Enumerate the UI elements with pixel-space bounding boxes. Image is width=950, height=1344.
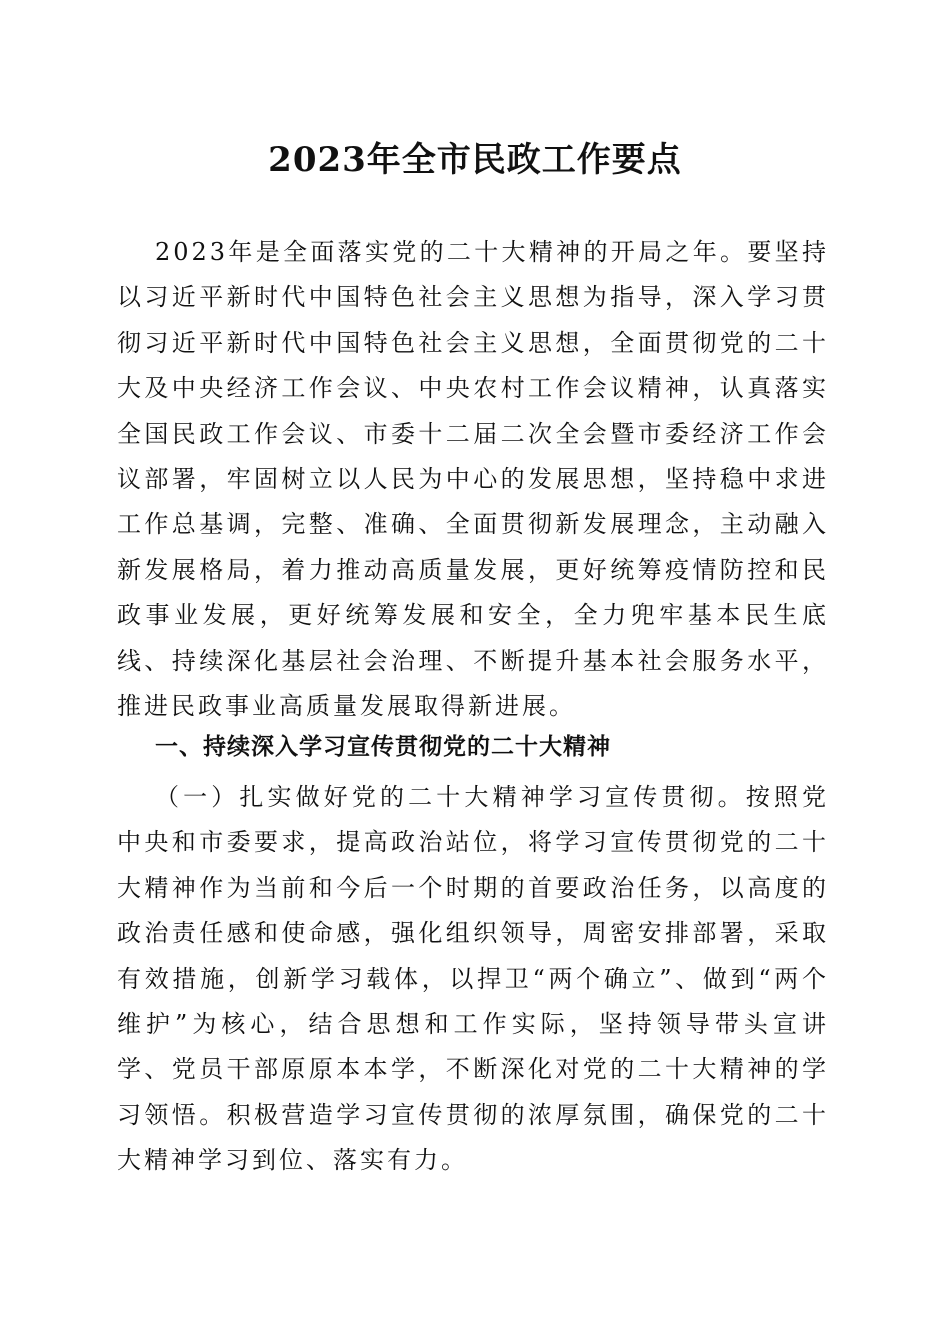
section-heading-1: 一、持续深入学习宣传贯彻党的二十大精神 [155,734,611,760]
intro-paragraph: 2023年是全面落实党的二十大精神的开局之年。要坚持以习近平新时代中国特色社会主义思想为指导，深入学习贯彻习近平新时代中国特色社会主义思想，全面贯彻党的二十大及中央经济工作会议、中央农村工作会议精神，认真落实全国民政工作会议、市委十二届二次全会暨市委经济工作会议部署，牢固树立以人民为中心的发展思想，坚持稳中求进工作总基调，完整、准确、全面贯彻新发展理念，主动融入新发展格局，着力推动高质量发展，更好统筹疫情防控和民政事业发展，更好统筹发展和安全，全力兜牢基本民生底线、持续深化基层社会治理、不断提升基本社会服务水平，推进民政事业高质量发展取得新进展。 [117,238,829,721]
document-title: 2023年全市民政工作要点 [268,140,682,180]
section-1-paragraph-1: （一）扎实做好党的二十大精神学习宣传贯彻。按照党中央和市委要求，提高政治站位，将学习宣传贯彻党的二十大精神作为当前和今后一个时期的首要政治任务，以高度的政治责任感和使命感，强化组织领导，周密安排部署，采取有效措施，创新学习载体，以捍卫“两个确立”、做到“两个维护”为核心，结合思想和工作实际，坚持领导带头宣讲学、党员干部原原本本学，不断深化对党的二十大精神的学习领悟。积极营造学习宣传贯彻的浓厚氛围，确保党的二十大精神学习到位、落实有力。 [117,783,829,1175]
